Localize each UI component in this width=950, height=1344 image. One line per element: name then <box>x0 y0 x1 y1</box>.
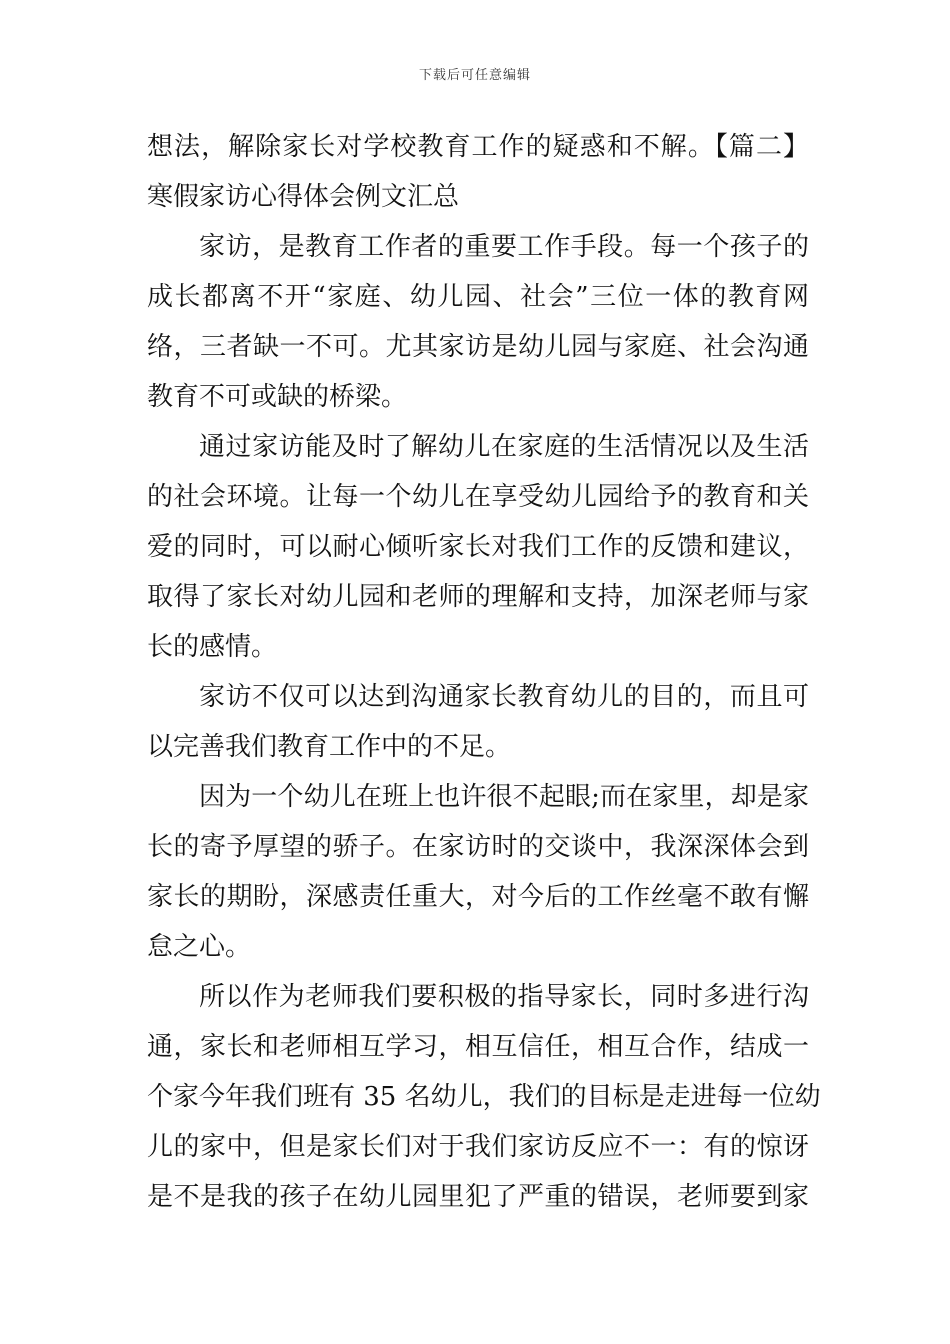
text-line: 家访不仅可以达到沟通家长教育幼儿的目的，而且可 <box>199 682 809 712</box>
text-line: 因为一个幼儿在班上也许很不起眼;而在家里，却是家 <box>199 782 809 812</box>
text-line: 是不是我的孩子在幼儿园里犯了严重的错误，老师要到家 <box>147 1182 809 1212</box>
text-line: 长的感情。 <box>147 632 278 662</box>
page-header: 下载后可任意编辑 <box>418 68 531 83</box>
text-line: 所以作为老师我们要积极的指导家长，同时多进行沟 <box>199 982 809 1012</box>
text-line: 的社会环境。让每一个幼儿在享受幼儿园给予的教育和关 <box>147 482 809 512</box>
text-line: 成长都离不开“家庭、幼儿园、社会”三位一体的教育网 <box>147 282 809 312</box>
text-line: 通，家长和老师相互学习，相互信任，相互合作，结成一 <box>147 1032 809 1062</box>
text-line: 以完善我们教育工作中的不足。 <box>147 732 512 762</box>
text-line: 络，三者缺一不可。尤其家访是幼儿园与家庭、社会沟通 <box>147 332 809 362</box>
text-line: 长的寄予厚望的骄子。在家访时的交谈中，我深深体会到 <box>147 832 809 862</box>
text-line: 儿的家中，但是家长们对于我们家访反应不一：有的惊讶 <box>147 1132 809 1162</box>
text-line: 家长的期盼，深感责任重大，对今后的工作丝毫不敢有懈 <box>147 882 809 912</box>
text-line: 个家今年我们班有 35 名幼儿，我们的目标是走进每一位幼 <box>147 1082 821 1112</box>
text-line: 怠之心。 <box>147 932 252 962</box>
text-line: 取得了家长对幼儿园和老师的理解和支持，加深老师与家 <box>147 582 809 612</box>
text-line: 爱的同时，可以耐心倾听家长对我们工作的反馈和建议， <box>147 532 809 562</box>
text-line: 通过家访能及时了解幼儿在家庭的生活情况以及生活 <box>199 432 809 462</box>
document-body <box>147 122 821 1222</box>
text-line: 寒假家访心得体会例文汇总 <box>147 182 460 212</box>
text-line: 家访，是教育工作者的重要工作手段。每一个孩子的 <box>199 232 809 262</box>
text-line: 想法，解除家长对学校教育工作的疑惑和不解。【篇二】 <box>147 132 809 162</box>
text-line: 教育不可或缺的桥梁。 <box>147 382 408 412</box>
